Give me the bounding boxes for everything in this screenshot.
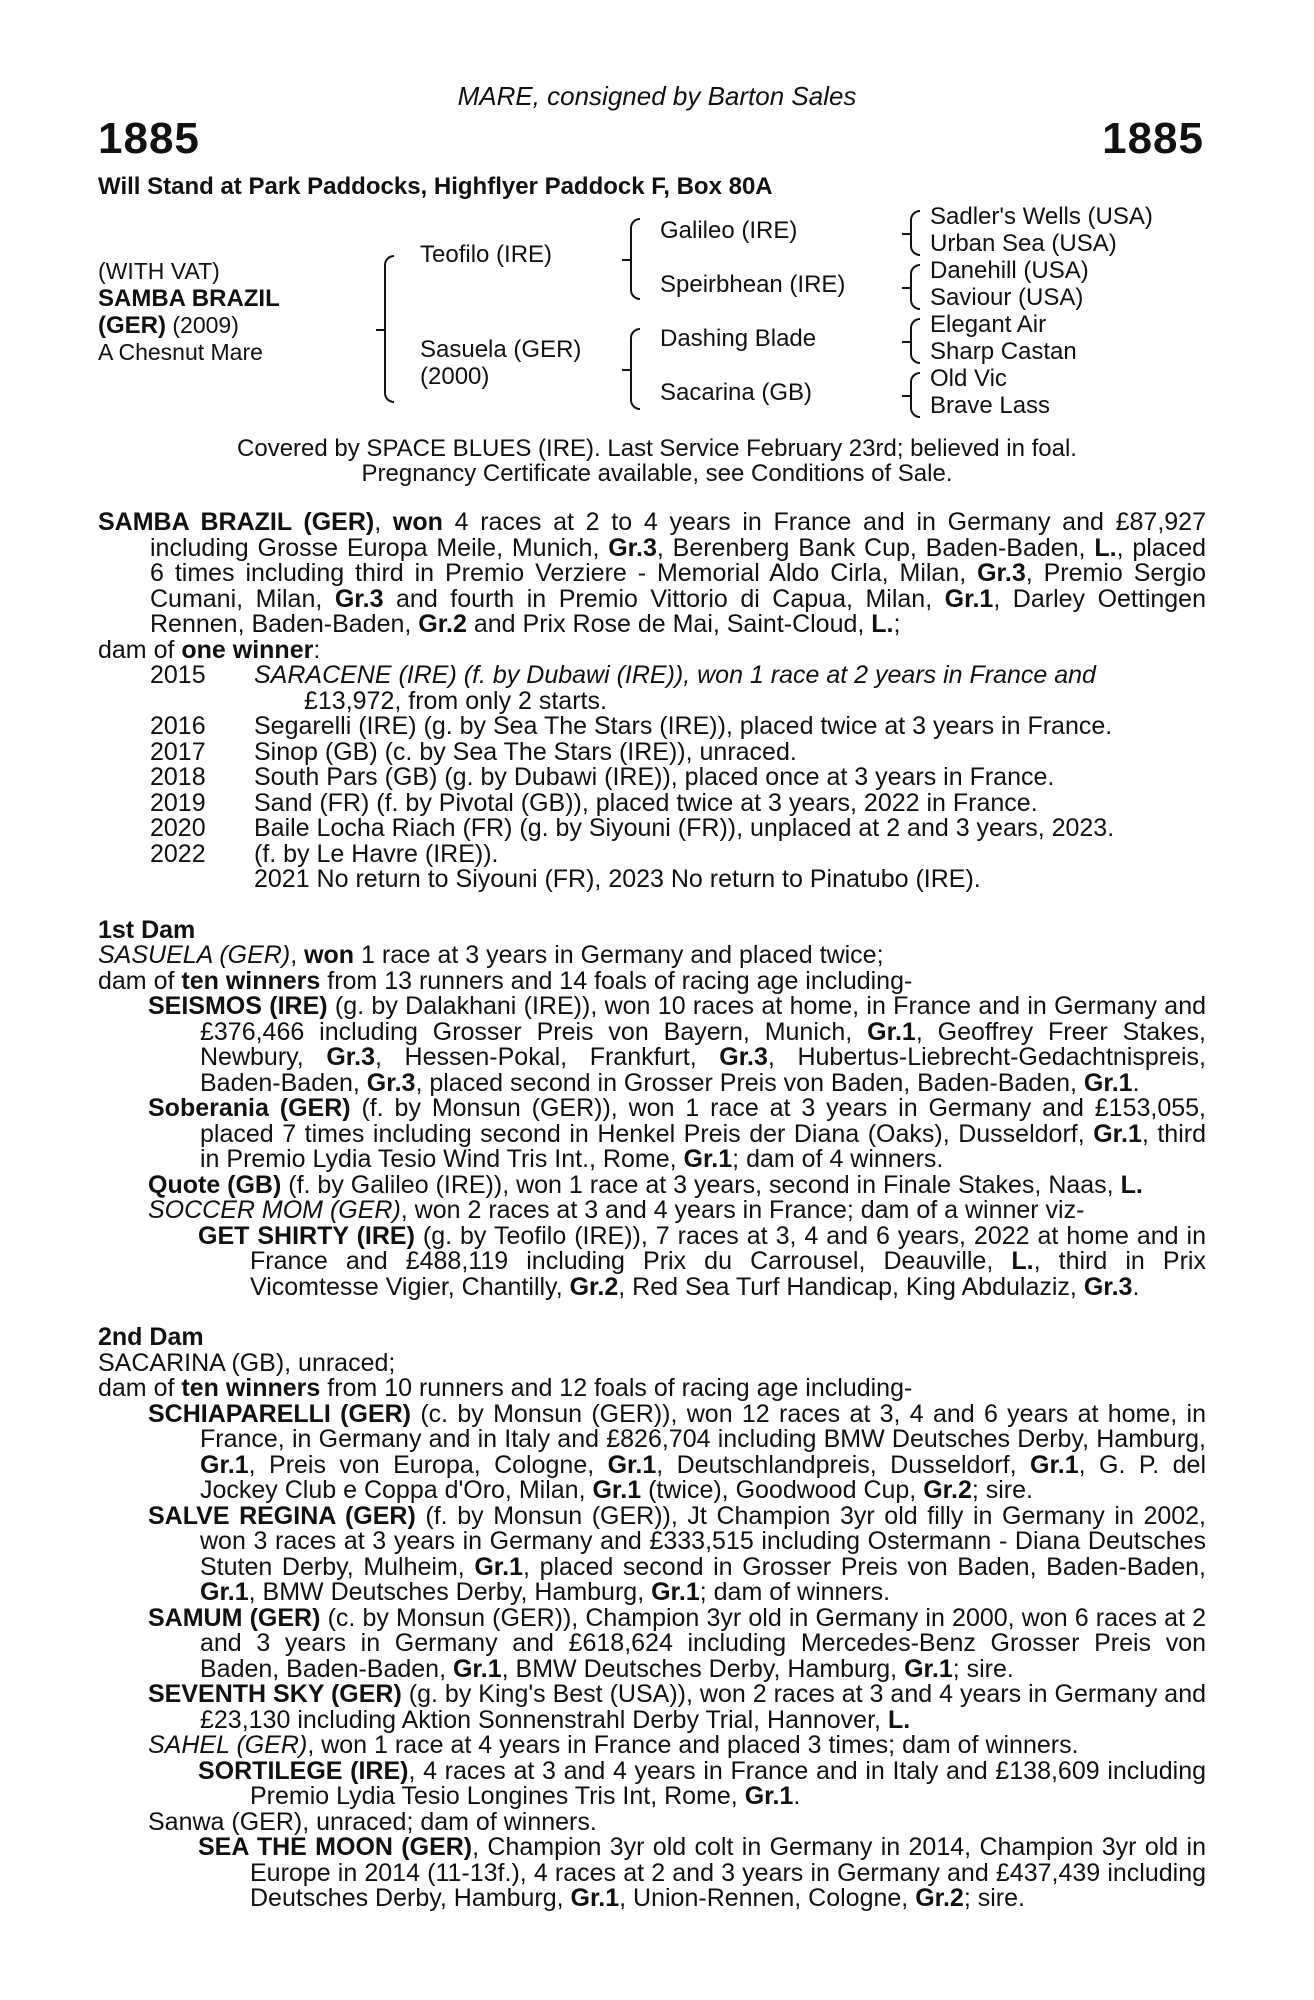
- first-dam-record: SASUELA (GER), won 1 race at 3 years in Germany and placed twice;: [98, 941, 884, 969]
- pedigree-gen3-5: Elegant Air: [930, 311, 1047, 338]
- produce-entry-seismos: SEISMOS (IRE) (g. by Dalakhani (IRE)), won 10 races at home, in France and in Germany and £376,466 including Grosser Preis von Bayern, Munich, Gr.1, Geoffrey Freer Stakes, Newbury, Gr.3, Hessen-Pokal, Frankfurt, Gr.3, Hubertus-Liebrecht-Gedachtnispreis, Baden-Baden, Gr.3, placed second in Grosser Preis von Baden, Baden-Baden, Gr.1.: [148, 992, 1206, 1097]
- second-dam-summary: dam of ten winners from 10 runners and 12 foals of racing age including-: [98, 1374, 913, 1402]
- horse-name: SAMBA BRAZIL: [98, 285, 280, 312]
- pedigree-gen3-1: Sadler's Wells (USA): [930, 203, 1153, 230]
- lot-number-left: 1885: [98, 114, 200, 163]
- pedigree-dam-year: (2000): [420, 363, 490, 390]
- pedigree-gen2-4: Sacarina (GB): [660, 379, 813, 406]
- first-dam-heading: 1st Dam: [98, 915, 196, 944]
- pregnancy-line: Pregnancy Certificate available, see Conditions of Sale.: [361, 460, 953, 487]
- brace-sire-line: [630, 218, 640, 300]
- produce-entry-schiaparelli: SCHIAPARELLI (GER) (c. by Monsun (GER)), won 12 races at 3, 4 and 6 years at home, in France, in Germany and in Italy and £826,704 including BMW Deutsches Derby, Hamburg, Gr.1, Preis von Europa, Cologne, Gr.1, Deutschlandpreis, Dusseldorf, Gr.1, G. P. del Jockey Club e Coppa d'Oro, Milan, Gr.1 (twice), Goodwood Cup, Gr.2; sire.: [148, 1399, 1207, 1504]
- produce-row: 2020 Baile Locha Riach (FR) (g. by Siyouni (FR)), unplaced at 2 and 3 years, 2023.: [150, 814, 1115, 842]
- consignor-line: MARE, consigned by Barton Sales: [457, 81, 857, 111]
- covering-note: [0, 436, 1314, 486]
- brace-gen3-1: [910, 210, 920, 256]
- produce-entry-seventh-sky: SEVENTH SKY (GER) (g. by King's Best (USA)), won 2 races at 3 and 4 years in Germany and £23,130 including Aktion Sonnenstrahl Derby Trial, Hannover, L.: [148, 1680, 1207, 1734]
- stand-location: Will Stand at Park Paddocks, Highflyer Paddock F, Box 80A: [98, 173, 773, 200]
- lot-number-right: 1885: [1102, 114, 1204, 163]
- produce-row: 2022 (f. by Le Havre (IRE)).: [150, 839, 499, 868]
- produce-entry-sahel: SAHEL (GER), won 1 race at 4 years in France and placed 3 times; dam of winners.: [148, 1731, 1079, 1759]
- second-dam-heading: 2nd Dam: [98, 1323, 204, 1351]
- pedigree-gen3-4: Saviour (USA): [930, 284, 1084, 311]
- produce-row: 2021 No return to Siyouni (FR), 2023 No return to Pinatubo (IRE).: [254, 865, 981, 893]
- pedigree-gen3-8: Brave Lass: [930, 392, 1051, 419]
- brace-sire-dam: [384, 255, 394, 403]
- pedigree-gen2-2: Speirbhean (IRE): [660, 271, 846, 298]
- produce-entry-soberania: Soberania (GER) (f. by Monsun (GER)), won 1 race at 3 years in Germany and £153,055, placed 7 times including second in Henkel Preis der Diana (Oaks), Dusseldorf, Gr.1, third in Premio Lydia Tesio Wind Tris Int., Rome, Gr.1; dam of 4 winners.: [148, 1094, 1206, 1173]
- pedigree-dam: Sasuela (GER): [420, 336, 582, 363]
- brace-gen3-2: [910, 264, 920, 310]
- race-record-body: [98, 510, 1206, 1912]
- produce-row: 2019 Sand (FR) (f. by Pivotal (GB)), placed twice at 3 years, 2022 in France.: [150, 788, 1038, 817]
- brace-dam-line: [630, 328, 640, 410]
- produce-row: 2017 Sinop (GB) (c. by Sea The Stars (IRE)), unraced.: [150, 737, 797, 766]
- produce-entry-quote: Quote (GB) (f. by Galileo (IRE)), won 1 race at 3 years, second in Finale Stakes, Naas, L.: [148, 1170, 1143, 1199]
- pedigree-gen3-6: Sharp Castan: [930, 338, 1077, 365]
- produce-entry-sanwa: Sanwa (GER), unraced; dam of winners.: [148, 1807, 597, 1836]
- covered-line-1: Covered by SPACE BLUES (IRE). Last Service February 23rd; believed in foal.: [237, 435, 1077, 462]
- produce-entry-salve-regina: SALVE REGINA (GER) (f. by Monsun (GER)), Jt Champion 3yr old filly in Germany in 2002, won 3 races at 3 years in Germany and £333,515 including Ostermann - Diana Deutsches Stuten Derby, Mulheim, Gr.1, placed second in Grosser Preis von Baden, Baden-Baden, Gr.1, BMW Deutsches Derby, Hamburg, Gr.1; dam of winners.: [148, 1501, 1207, 1606]
- brace-gen3-4: [910, 372, 920, 418]
- dam-of-line: dam of one winner:: [98, 635, 321, 664]
- horse-year: (2009): [166, 312, 239, 338]
- produce-entry-soccer-mom: SOCCER MOM (GER), won 2 races at 3 and 4 years in France; dam of a winner viz-: [148, 1196, 1085, 1224]
- produce-entry-sea-the-moon: SEA THE MOON (GER), Champion 3yr old colt in Germany in 2014, Champion 3yr old in Europe in 2014 (11-13f.), 4 races at 2 and 3 years in Germany and £437,439 including Deutsches Derby, Hamburg, Gr.1, Union-Rennen, Cologne, Gr.2; sire.: [198, 1833, 1206, 1912]
- pedigree-gen2-3: Dashing Blade: [660, 325, 817, 352]
- pedigree-gen3-2: Urban Sea (USA): [930, 230, 1117, 257]
- produce-entry-samum: SAMUM (GER) (c. by Monsun (GER)), Champion 3yr old in Germany in 2000, won 6 races at 2 and 3 years in Germany and £618,624 including Mercedes-Benz Grosser Preis von Baden, Baden-Baden, Gr.1, BMW Deutsches Derby, Hamburg, Gr.1; sire.: [148, 1603, 1206, 1683]
- produce-row: 2016 Segarelli (IRE) (g. by Sea The Stars (IRE)), placed twice at 3 years in France.: [150, 712, 1113, 740]
- brace-gen3-3: [910, 318, 920, 364]
- pedigree-gen3-7: Old Vic: [930, 365, 1007, 392]
- horse-country: (GER): [98, 312, 166, 339]
- pedigree-table: [98, 203, 1218, 425]
- vat-note: (WITH VAT): [98, 258, 220, 284]
- pedigree-gen3-3: Danehill (USA): [930, 257, 1089, 284]
- produce-entry-sortilege: SORTILEGE (IRE), 4 races at 3 and 4 years in France and in Italy and £138,609 including Premio Lydia Tesio Longines Tris Int, Rome, Gr.1.: [198, 1756, 1207, 1810]
- second-dam-record: SACARINA (GB), unraced;: [98, 1348, 396, 1377]
- produce-row: 2018 South Pars (GB) (g. by Dubawi (IRE)), placed once at 3 years in France.: [150, 763, 1055, 791]
- produce-entry-get-shirty: GET SHIRTY (IRE) (g. by Teofilo (IRE)), 7 races at 3, 4 and 6 years, 2022 at home and in France and £488,119 including Prix du Carrousel, Deauville, L., third in Prix Vicomtesse Vigier, Chantilly, Gr.2, Red Sea Turf Handicap, King Abdulaziz, Gr.3.: [198, 1221, 1206, 1301]
- produce-list: [150, 663, 1206, 893]
- pedigree-gen2-1: Galileo (IRE): [660, 217, 798, 244]
- horse-identity: [98, 258, 280, 366]
- first-dam-summary: dam of ten winners from 13 runners and 14 foals of racing age including-: [98, 966, 913, 995]
- pedigree-sire: Teofilo (IRE): [420, 241, 553, 268]
- horse-description: A Chesnut Mare: [98, 339, 263, 365]
- produce-row: 2015 SARACENE (IRE) (f. by Dubawi (IRE)), won 1 race at 2 years in France and £13,972, from only 2 starts.: [150, 661, 1096, 715]
- mare-record: SAMBA BRAZIL (GER), won 4 races at 2 to 4 years in France and in Germany and £87,927 including Grosse Europa Meile, Munich, Gr.3, Berenberg Bank Cup, Baden-Baden, L., placed 6 times including third in Premio Verziere - Memorial Aldo Cirla, Milan, Gr.3, Premio Sergio Cumani, Milan, Gr.3 and fourth in Premio Vittorio di Capua, Milan, Gr.1, Darley Oettingen Rennen, Baden-Baden, Gr.2 and Prix Rose de Mai, Saint-Cloud, L.;: [98, 508, 1207, 638]
